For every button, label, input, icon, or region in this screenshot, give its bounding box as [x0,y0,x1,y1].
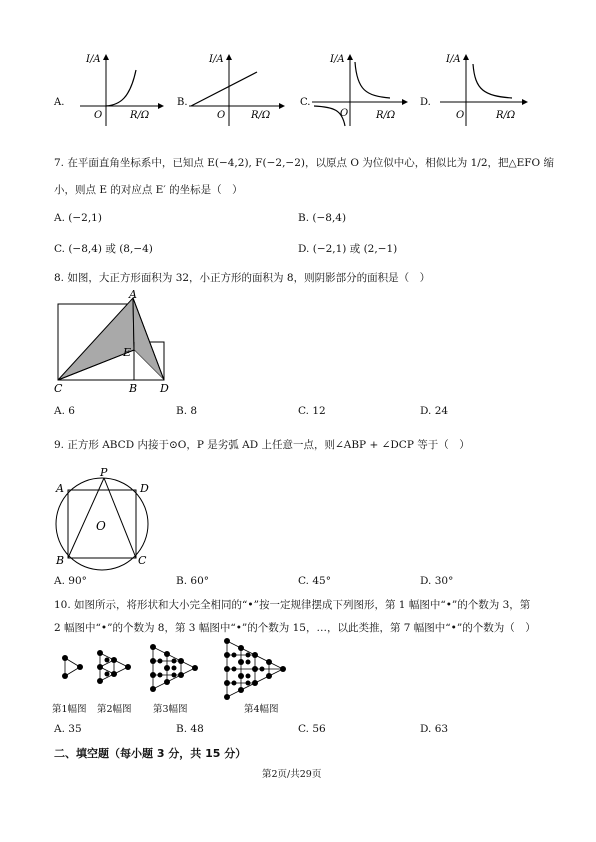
graph-b-origin: O [217,110,226,121]
q8-label-e: E [123,346,132,359]
graph-b-letter: B. [177,97,188,108]
q10-figure-3 [148,642,208,694]
q9-option-d: D. 30° [420,575,454,587]
q9-label-a: A [56,482,64,495]
section-fill-in-heading: 二、填空题（每小题 3 分，共 15 分） [54,747,247,760]
q7-option-c: C. (−8,4) 或 (8,−4) [54,243,153,255]
q9-circle-figure [50,466,160,576]
graph-b-xlabel: R/Ω [251,110,271,121]
graph-a-letter: A. [54,97,65,108]
graph-d-origin: O [456,110,465,121]
q8-stem: 8. 如图，大正方形面积为 32，小正方形的面积为 8，则阴影部分的面积是（ ） [54,272,431,284]
graph-c-origin: O [340,108,349,119]
q10-option-b: B. 48 [176,723,204,735]
q10-figure-4 [222,636,302,702]
q9-option-c: C. 45° [298,575,331,587]
q9-option-b: B. 60° [176,575,210,587]
q9-stem: 9. 正方形 ABCD 内接于⊙O，P 是劣弧 AD 上任意一点，则∠ABP + ∠DCP 等于（ ） [54,439,470,451]
graph-c [298,52,418,132]
q10-option-a: A. 35 [54,723,82,735]
q10-caption-2: 第2幅图 [97,704,132,715]
graph-a-origin: O [94,110,103,121]
q8-label-d: D [160,382,169,395]
graph-d-letter: D. [420,97,431,108]
q9-label-c: C [138,554,147,567]
graph-c-letter: C. [300,97,311,108]
q10-stem-line1: 10. 如图所示，将形状和大小完全相同的“•”按一定规律摆成下列图形，第 1 幅图中“•”的个数为 3，第 [54,599,531,611]
q7-stem-line1: 7. 在平面直角坐标系中，已知点 E(−4,2), F(−2,−2)，以原点 O 为位似中心，相似比为 1/2，把△EFO 缩 [54,157,554,169]
q8-label-b: B [129,382,138,395]
page-footer: 第2页/共29页 [262,769,322,780]
graph-c-ylabel: I/A [330,54,345,65]
q8-option-c: C. 12 [298,405,326,417]
graph-c-xlabel: R/Ω [376,110,396,121]
q10-stem-line2: 2 幅图中“•”的个数为 8，第 3 幅图中“•”的个数为 15，…，以此类推，第 7 幅图中“•”的个数为（ ） [54,622,536,634]
q8-option-d: D. 24 [420,405,449,417]
q10-option-c: C. 56 [298,723,326,735]
q7-option-a: A. (−2,1) [54,212,102,224]
graph-b-ylabel: I/A [209,54,224,65]
graph-d [418,52,538,132]
q10-caption-4: 第4幅图 [244,704,279,715]
q8-option-a: A. 6 [54,405,75,417]
q9-label-d: D [140,482,149,495]
graph-d-ylabel: I/A [446,54,461,65]
graph-a-xlabel: R/Ω [130,110,150,121]
q9-label-b: B [56,554,65,567]
q10-figure-2 [95,648,140,688]
graph-a [52,52,172,132]
q8-label-a: A [129,288,137,301]
graph-a-ylabel: I/A [86,54,101,65]
q10-caption-1: 第1幅图 [52,704,87,715]
q8-option-b: B. 8 [176,405,198,417]
q7-option-d: D. (−2,1) 或 (2,−1) [298,243,398,255]
q9-label-p: P [100,466,108,479]
graph-b [175,52,295,132]
q10-option-d: D. 63 [420,723,449,735]
q10-caption-3: 第3幅图 [153,704,188,715]
graph-d-xlabel: R/Ω [496,110,516,121]
q8-square-figure [52,290,182,400]
q10-figure-1 [60,653,90,683]
q7-option-b: B. (−8,4) [298,212,347,224]
q9-label-o: O [96,519,106,533]
q7-stem-line2: 小，则点 E 的对应点 E′ 的坐标是（ ） [54,184,243,196]
q9-option-a: A. 90° [54,575,87,587]
q8-label-c: C [54,382,63,395]
